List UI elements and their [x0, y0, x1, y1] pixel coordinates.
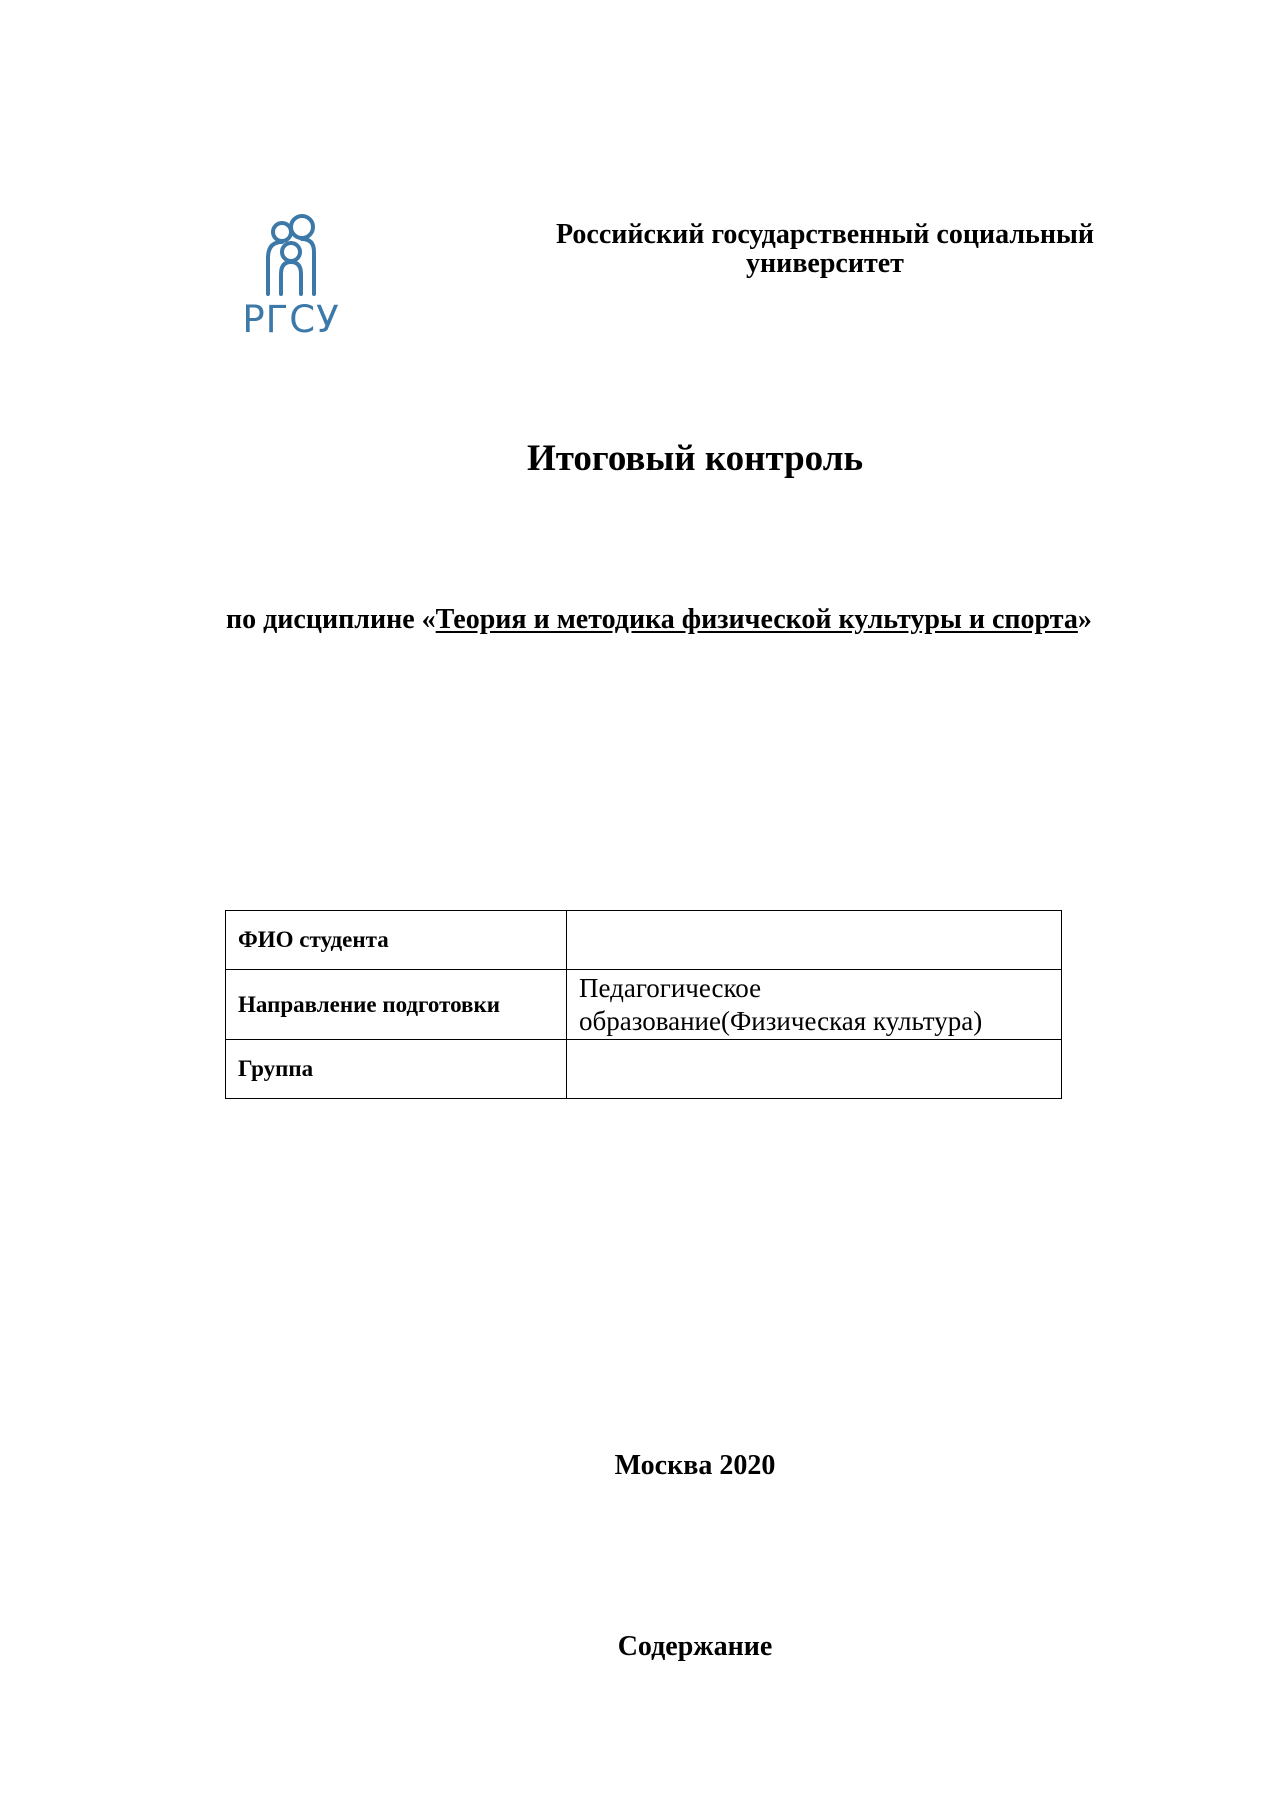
training-direction-value-line2: образование(Физическая культура): [579, 1005, 983, 1036]
rgsu-logo: [236, 212, 346, 342]
table-row: [226, 1040, 1062, 1099]
student-info-table: [225, 910, 1062, 1099]
student-name-label: ФИО студента: [226, 911, 567, 970]
table-row: [226, 970, 1062, 1040]
university-name-line2: университет: [746, 248, 904, 279]
university-name: [500, 220, 1150, 278]
discipline-name: Теория и методика физической культуры и спорта: [435, 604, 1078, 635]
discipline-line: [226, 604, 1226, 636]
table-row: [226, 911, 1062, 970]
student-name-value: [567, 911, 1062, 970]
training-direction-value: [567, 970, 1062, 1040]
group-value: [567, 1040, 1062, 1099]
document-title: Итоговый контроль: [526, 438, 864, 479]
contents-heading: Содержание: [617, 1631, 773, 1662]
group-label: Группа: [226, 1040, 567, 1099]
discipline-suffix: »: [1077, 604, 1092, 635]
university-name-line1: Российский государственный социальный: [556, 219, 1094, 250]
training-direction-value-line1: Педагогическое: [579, 972, 762, 1003]
training-direction-label: Направление подготовки: [226, 970, 567, 1040]
discipline-prefix: по дисциплине «: [226, 604, 436, 635]
logo-text: РГСУ: [242, 298, 340, 341]
city-year: Москва 2020: [614, 1450, 776, 1481]
